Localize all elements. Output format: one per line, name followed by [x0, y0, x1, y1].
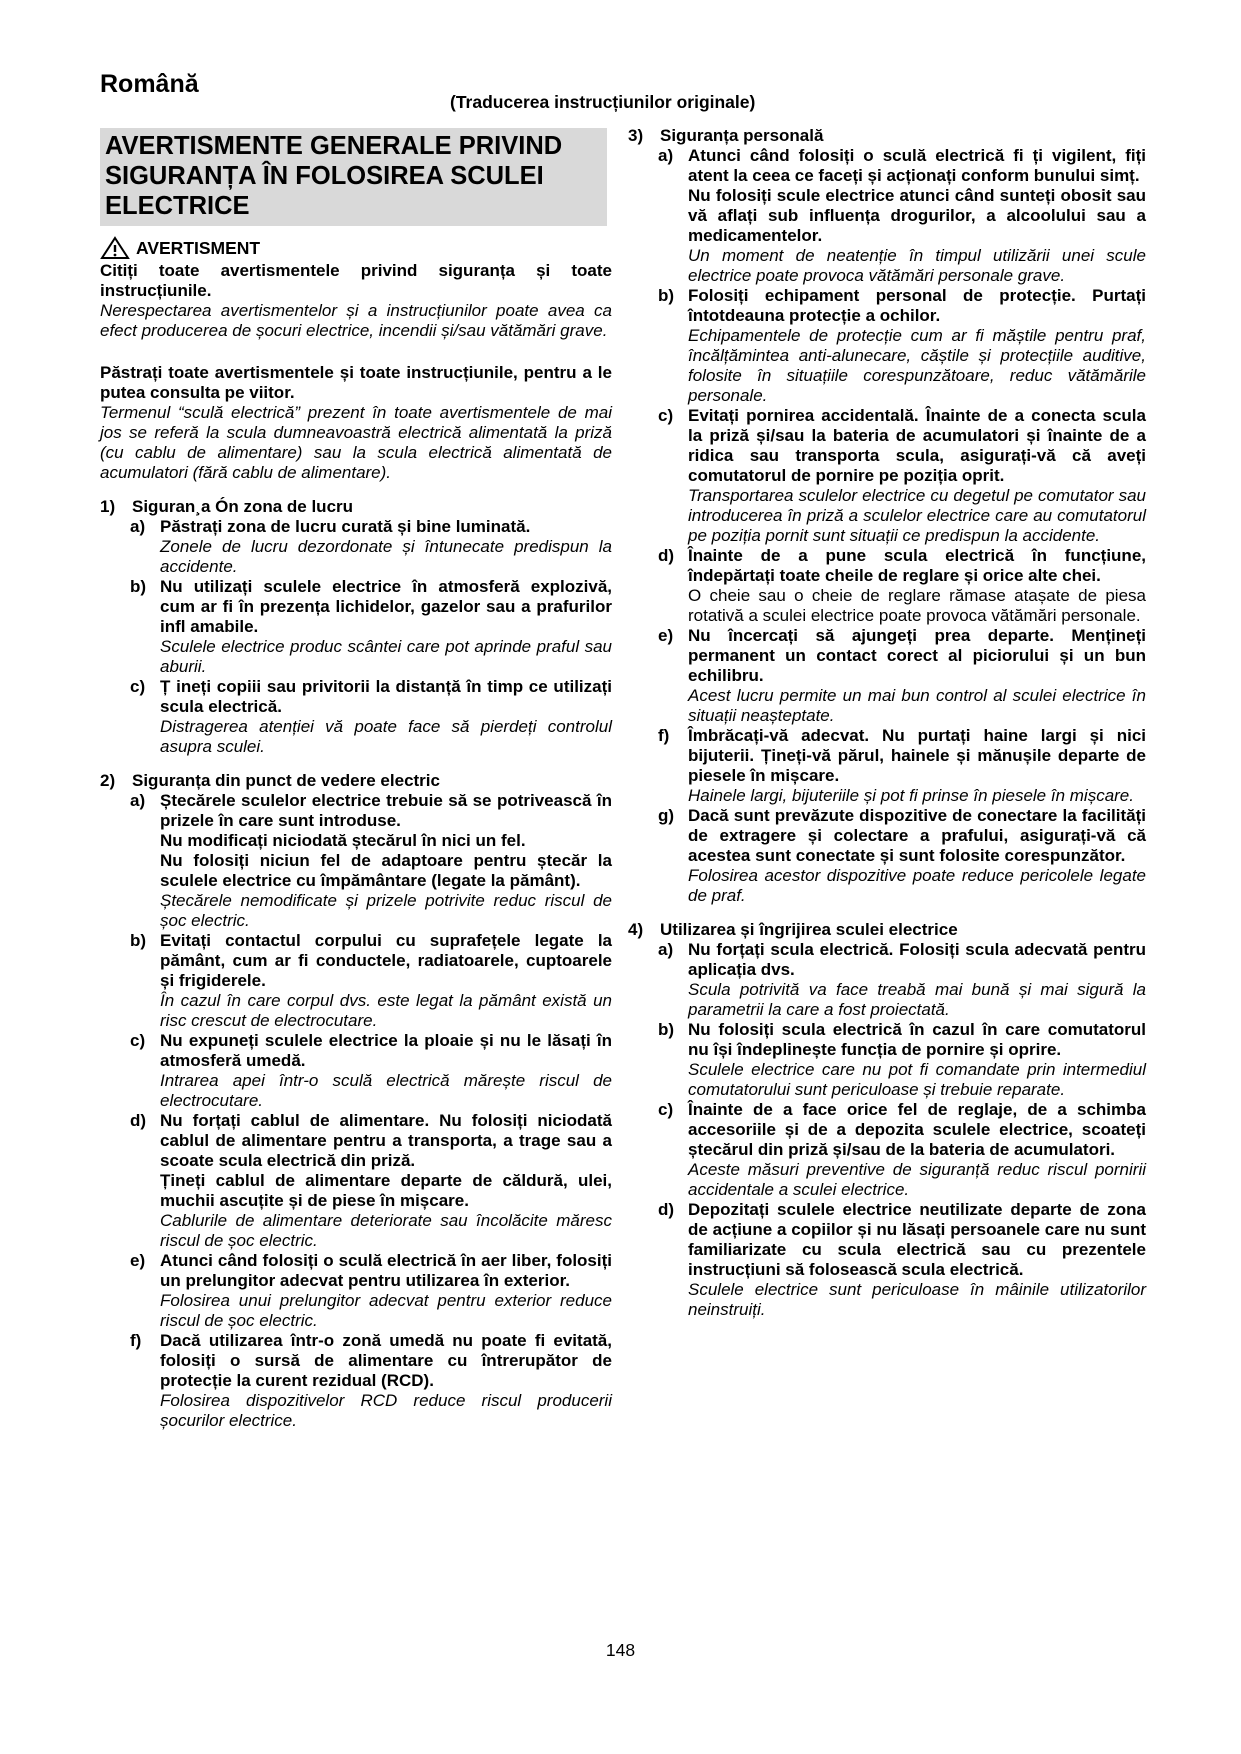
item-bold-text: Ț ineți copiii sau privitorii la distanță în timp ce utilizați scula electrică.	[160, 677, 612, 716]
page-number: 148	[605, 1640, 636, 1660]
banner-line-3: ELECTRICE	[105, 192, 250, 220]
list-item	[658, 726, 1146, 806]
item-note: Intrarea apei într-o sculă electrică mărește riscul de electrocutare.	[160, 1071, 612, 1110]
list-item	[658, 940, 1146, 1020]
item-note: Sculele electrice care nu pot fi comandate prin intermediul comutatorului sunt periculoase și trebuie reparate.	[688, 1060, 1146, 1099]
item-note: Folosirea dispozitivelor RCD reduce riscul producerii șocurilor electrice.	[160, 1391, 612, 1430]
translation-subtitle: (Traducerea instrucțiunilor originale)	[450, 92, 756, 112]
item-label: e)	[658, 626, 674, 645]
section-3-title: Siguranța personală	[660, 126, 824, 145]
section-1-title: Siguran¸a Ón zona de lucru	[132, 497, 354, 516]
section-4-heading	[628, 920, 1146, 940]
item-label: g)	[658, 806, 675, 825]
item-label: a)	[658, 146, 674, 165]
item-bold-text: Folosiți echipament personal de protecție. Purtați întotdeauna protecție a ochilor.	[688, 286, 1146, 325]
list-item	[130, 931, 612, 1031]
banner-line-1: AVERTISMENTE GENERALE PRIVIND	[105, 132, 563, 160]
item-bold-text: Nu folosiți niciun fel de adaptoare pentru ștecăr la sculele electrice cu împământare (legate la pământ).	[160, 851, 612, 890]
item-note: Sculele electrice sunt periculoase în mâinile utilizatorilor neinstruiți.	[688, 1280, 1146, 1319]
item-note: Scula potrivită va face treabă mai bună și mai sigură la parametrii la care a fost proiectată.	[688, 980, 1146, 1019]
list-item	[658, 1200, 1146, 1320]
warning-keep-instructions: Păstrați toate avertismentele și toate instrucțiunile, pentru a le putea consulta pe viitor.	[100, 363, 612, 402]
item-label: a)	[658, 940, 674, 959]
item-bold-text: Atunci când folosiți o sculă electrică fi ți vigilent, fiți atent la ceea ce faceți și acționați conform bunului simț.	[688, 146, 1146, 185]
item-bold-text: Evitați contactul corpului cu suprafețele legate la pământ, cum ar fi conductele, radiatoarele, cuptoarele și frigiderele.	[160, 931, 612, 990]
item-label: b)	[130, 577, 147, 596]
list-item	[130, 1031, 612, 1111]
item-note: Un moment de neatenție în timpul utilizării unei scule electrice poate provoca vătămări personale grave.	[688, 246, 1146, 285]
item-bold-text: Păstrați zona de lucru curată și bine luminată.	[160, 517, 531, 536]
item-note: În cazul în care corpul dvs. este legat la pământ există un risc crescut de electrocutare.	[160, 991, 612, 1030]
list-item	[130, 1251, 612, 1331]
section-1-heading	[100, 497, 612, 517]
list-item	[658, 1020, 1146, 1100]
warning-triangle-icon	[100, 236, 130, 260]
item-label: c)	[130, 677, 146, 696]
item-bold-text: Nu utilizați sculele electrice în atmosferă explozivă, cum ar fi în prezența lichidelor, gazelor sau a prafurilor infl amabile.	[160, 577, 612, 636]
item-label: f)	[658, 726, 670, 745]
item-note: Ștecărele nemodificate și prizele potrivite reduc riscul de șoc electric.	[160, 891, 612, 930]
item-bold-text: Atunci când folosiți o sculă electrică în aer liber, folosiți un prelungitor adecvat pentru utilizarea în exterior.	[160, 1251, 612, 1290]
item-label: f)	[130, 1331, 142, 1350]
item-bold-text: Dacă sunt prevăzute dispozitive de conectare la facilități de extragere și colectare a prafului, asigurați-vă că acestea sunt conectate și sunt folosite corespunzător.	[688, 806, 1146, 865]
section-2-number: 2)	[100, 771, 116, 790]
item-bold-text: Nu modificați niciodată ștecărul în nici un fel.	[160, 831, 526, 850]
list-item	[130, 1331, 612, 1431]
item-label: b)	[658, 1020, 675, 1039]
item-bold-text: Nu încercați să ajungeți prea departe. Mențineți permanent un contact corect al piciorului și un bun echilibru.	[688, 626, 1146, 685]
item-note: O cheie sau o cheie de reglare rămase atașate de piesa rotativă a sculei electrice poate provoca vătămări personale.	[688, 586, 1146, 625]
list-item	[658, 626, 1146, 726]
list-item	[658, 146, 1146, 286]
section-2-heading	[100, 771, 612, 791]
list-item	[130, 577, 612, 677]
section-banner	[100, 128, 607, 226]
item-bold-text: Nu folosiți scula electrică în cazul în care comutatorul nu își îndeplinește funcția de pornire și oprire.	[688, 1020, 1146, 1059]
warning-read-all: Citiți toate avertismentele privind siguranța și toate instrucțiunile.	[100, 261, 612, 300]
list-item	[658, 546, 1146, 626]
item-label: d)	[658, 546, 675, 565]
item-note: Folosirea acestor dispozitive poate reduce pericolele legate de praf.	[688, 866, 1146, 905]
item-bold-text: Nu folosiți scule electrice atunci când sunteți obosit sau vă aflați sub influența drogurilor, a alcoolului sau a medicamentelor.	[688, 186, 1146, 245]
warning-heading	[100, 236, 612, 260]
item-bold-text: Ștecărele sculelor electrice trebuie să se potrivească în prizele în care sunt introduse.	[160, 791, 612, 830]
banner-line-2: SIGURANȚA ÎN FOLOSIREA SCULEI	[105, 162, 544, 190]
item-note: Sculele electrice produc scântei care pot aprinde praful sau aburii.	[160, 637, 612, 676]
section-2-title: Siguranța din punct de vedere electric	[132, 771, 440, 790]
item-label: b)	[130, 931, 147, 950]
item-bold-text: Evitați pornirea accidentală. Înainte de a conecta scula la priză și/sau la bateria de acumulatori și înainte de a ridica sau transporta scula, asigurați-vă că aveți comutatorul de pornire pe poziția oprit.	[688, 406, 1146, 485]
item-label: a)	[130, 791, 146, 810]
item-bold-text: Nu forțați scula electrică. Folosiți scula adecvată pentru aplicația dvs.	[688, 940, 1146, 979]
list-item	[130, 1111, 612, 1251]
item-note: Hainele largi, bijuteriile și pot fi prinse în piesele în mișcare.	[688, 786, 1134, 805]
section-4-title: Utilizarea și îngrijirea sculei electrice	[660, 920, 958, 939]
left-column	[100, 128, 612, 1431]
list-item	[658, 1100, 1146, 1200]
item-label: c)	[658, 406, 674, 425]
item-bold-text: Depozitați sculele electrice neutilizate departe de zona de acțiune a copiilor și nu lăsați persoanele care nu sunt familiarizate cu scula electrică sau cu prezentele instrucțiuni să folosească scula electrică.	[688, 1200, 1146, 1279]
item-label: a)	[130, 517, 146, 536]
item-bold-text: Îmbrăcați-vă adecvat. Nu purtați haine largi și nici bijuterii. Țineți-vă părul, hainele și mănușile departe de piesele în mișcare.	[688, 726, 1146, 785]
list-item	[658, 286, 1146, 406]
warning-label: AVERTISMENT	[136, 238, 261, 258]
section-1-number: 1)	[100, 497, 116, 516]
item-label: b)	[658, 286, 675, 305]
item-note: Acest lucru permite un mai bun control al sculei electrice în situații neașteptate.	[688, 686, 1146, 725]
list-item	[130, 517, 612, 577]
item-label: d)	[130, 1111, 147, 1130]
item-bold-text: Nu expuneți sculele electrice la ploaie și nu le lăsați în atmosferă umedă.	[160, 1031, 612, 1070]
warning-term-definition: Termenul “sculă electrică” prezent în toate avertismentele de mai jos se referă la scula dumneavoastră electrică alimentată la priză (cu cablu de alimentare) sau la scula electrică alimentată de acumulatori (fără cablu de alimentare).	[100, 403, 612, 482]
item-note: Zonele de lucru dezordonate și întunecate predispun la accidente.	[160, 537, 612, 576]
item-bold-text: Țineți cablul de alimentare departe de căldură, ulei, muchii ascuțite și de piese în mișcare.	[160, 1171, 612, 1210]
item-bold-text: Înainte de a pune scula electrică în funcțiune, îndepărtați toate cheile de reglare și orice alte chei.	[688, 546, 1146, 585]
item-note: Folosirea unui prelungitor adecvat pentru exterior reduce riscul de șoc electric.	[160, 1291, 612, 1330]
item-note: Transportarea sculelor electrice cu degetul pe comutator sau introducerea în priză a sculelor electrice care au comutatorul pe poziția pornit sunt situații ce predispun la accidente.	[688, 486, 1146, 545]
list-item	[658, 806, 1146, 906]
list-item	[130, 677, 612, 757]
right-column	[628, 126, 1146, 1320]
item-bold-text: Înainte de a face orice fel de reglaje, de a schimba accesoriile și de a depozita sculele electrice, scoateți ștecărul din priză și/sau de la bateria de acumulatori.	[688, 1100, 1146, 1159]
list-item	[658, 406, 1146, 546]
list-item	[130, 791, 612, 931]
page-language-title: Română	[100, 70, 199, 98]
section-4-number: 4)	[628, 920, 644, 939]
item-label: c)	[130, 1031, 146, 1050]
item-bold-text: Dacă utilizarea într-o zonă umedă nu poate fi evitată, folosiți o sursă de alimentare cu întrerupător de protecție la curent rezidual (RCD).	[160, 1331, 612, 1390]
item-note: Echipamentele de protecție cum ar fi măștile pentru praf, încălțămintea anti-alunecare, căștile și protecțiile auditive, folosite în situațiile corespunzătoare, reduc vătămările personale.	[688, 326, 1146, 405]
item-bold-text: Nu forțați cablul de alimentare. Nu folosiți niciodată cablul de alimentare pentru a transporta, a trage sau a scoate scula electrică din priză.	[160, 1111, 612, 1170]
item-note: Aceste măsuri preventive de siguranță reduc riscul pornirii accidentale a sculei electrice.	[688, 1160, 1146, 1199]
section-3-heading	[628, 126, 1146, 146]
item-label: e)	[130, 1251, 146, 1270]
item-note: Distragerea atenției vă poate face să pierdeți controlul asupra sculei.	[160, 717, 612, 756]
item-label: c)	[658, 1100, 674, 1119]
section-3-number: 3)	[628, 126, 644, 145]
warning-consequence: Nerespectarea avertismentelor și a instrucțiunilor poate avea ca efect producerea de șocuri electrice, incendii și/sau vătămări grave.	[100, 301, 612, 340]
item-note: Cablurile de alimentare deteriorate sau încolăcite măresc riscul de șoc electric.	[160, 1211, 612, 1250]
item-label: d)	[658, 1200, 675, 1219]
